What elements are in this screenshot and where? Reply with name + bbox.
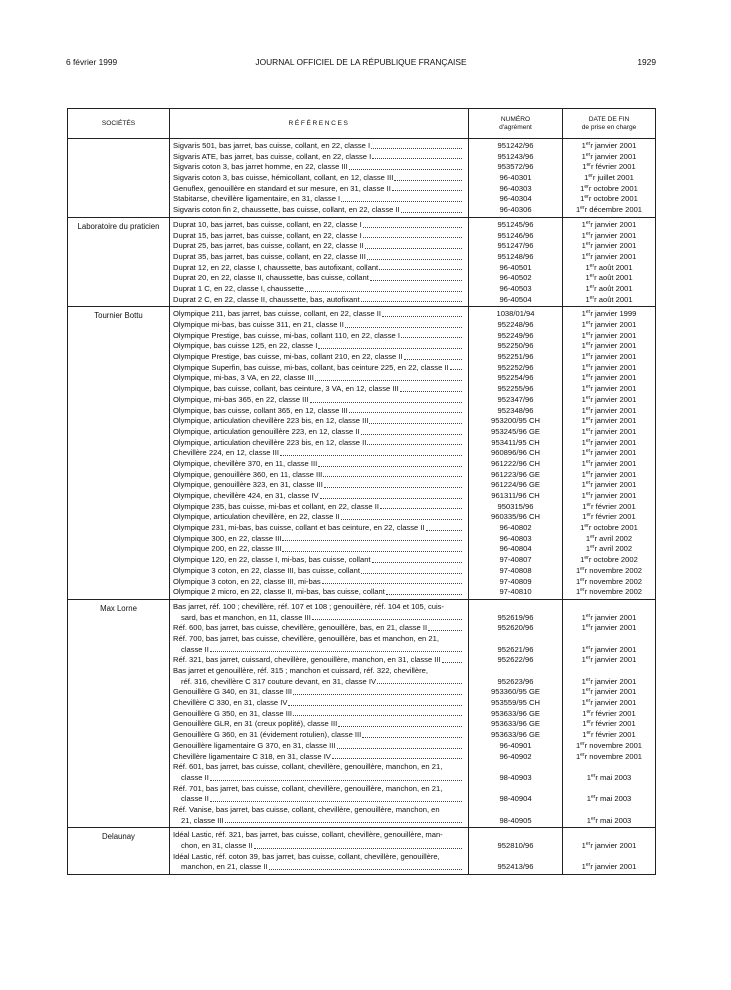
- dot-leader: [426, 523, 462, 531]
- numero-agrement: 952413/96: [497, 862, 534, 872]
- numero-agrement: 1038/01/94: [496, 309, 535, 319]
- date-fin: 1err novembre 2002: [575, 587, 643, 597]
- date-fin: 1err janvier 2001: [581, 491, 637, 500]
- dot-leader: [428, 623, 462, 631]
- reference-line: Réf. 601, bas jarret, bas cuisse, collant, chevillère, genouillère, manchon, en 21,: [173, 762, 443, 772]
- date-cell: [563, 828, 656, 875]
- reference-line: classe II: [170, 645, 468, 656]
- numero-agrement: 96-40802: [499, 523, 532, 533]
- dot-leader: [371, 141, 462, 149]
- numero-agrement: 950315/96: [497, 501, 534, 511]
- reference-line: Olympique, articulation genouillère 223, en 12, classe II: [170, 427, 468, 438]
- numero-agrement: 951246/96: [497, 230, 534, 240]
- date-fin: 1err janvier 2001: [581, 241, 637, 251]
- numero-agrement: 953411/95 CH: [491, 437, 540, 447]
- table-group: [68, 217, 656, 307]
- reference-line: Genouillère G 350, en 31, classe III: [170, 709, 468, 720]
- date-fin: 1err juillet 2001: [584, 173, 634, 183]
- numero-agrement: 98-40903: [499, 772, 532, 782]
- reference-line: Olympique Prestige, bas cuisse, mi-bas, collant 110, en 22, classe I: [170, 331, 468, 342]
- reference-line: Olympique, chevillère 370, en 11, classe III: [170, 459, 468, 470]
- dot-leader: [282, 544, 462, 552]
- dot-leader: [320, 491, 462, 499]
- reference-line: Genouillère G 360, en 31 (évidement rotulien), classe III: [170, 730, 468, 741]
- date-fin: 1err janvier 2001: [581, 676, 637, 686]
- reference-line: réf. 316, chevillère C 317 couture devant, en 31, classe IV: [170, 677, 468, 688]
- date-fin: 1err février 2001: [582, 512, 636, 522]
- numero-agrement: 96-40303: [499, 183, 532, 193]
- reference-line: chon, en 31, classe II: [170, 841, 468, 852]
- reference-line: Olympique, articulation chevillère 223 bis, en 12, classe III: [170, 416, 468, 427]
- table-group: [68, 307, 656, 600]
- date-fin: 1err août 2001: [585, 294, 633, 304]
- numero-agrement: 98-40905: [499, 815, 532, 825]
- numero-agrement: 961311/96 CH: [491, 491, 540, 500]
- dot-leader: [280, 448, 462, 456]
- reference-line: Chevillère 224, en 12, classe III: [170, 448, 468, 459]
- date-fin: 1err janvier 2001: [581, 330, 637, 340]
- date-fin: 1err février 2001: [582, 501, 636, 511]
- reference-line: Chevillère C 330, en 31, classe IV: [170, 698, 468, 709]
- dot-leader: [341, 512, 462, 520]
- numero-agrement: 951245/96: [497, 219, 534, 229]
- reference-line: Olympique, chevillère 424, en 31, classe IV: [170, 491, 468, 502]
- date-cell: [563, 599, 656, 827]
- dot-leader: [318, 459, 462, 467]
- reference-line: Olympique Superfin, bas cuisse, mi-bas, collant, bas ceinture 225, en 22, classe II: [170, 363, 468, 374]
- dot-leader: [305, 284, 462, 292]
- col-header-numero: NUMÉRO d'agrément: [469, 109, 563, 139]
- date-fin: 1err octobre 2001: [580, 523, 638, 533]
- dot-leader: [282, 534, 462, 542]
- reference-line: 21, classe III: [170, 816, 468, 827]
- dot-leader: [363, 231, 462, 239]
- numero-agrement: 960335/96 CH: [491, 512, 540, 522]
- dot-leader: [254, 841, 462, 849]
- date-fin: 1err janvier 2001: [581, 448, 637, 458]
- reference-line: Duprat 1 C, en 22, classe I, chaussette: [170, 284, 468, 295]
- numero-agrement: 952249/96: [497, 330, 534, 340]
- date-fin: 1err janvier 2001: [581, 405, 637, 415]
- numero-agrement: 96-40804: [499, 544, 532, 554]
- reference-line: Bas jarret, réf. 100 ; chevillère, réf. 107 et 108 ; genouillère, réf. 104 et 105, cuis-: [173, 601, 444, 611]
- numero-agrement: 952619/96: [497, 612, 534, 622]
- reference-line: Idéal Lastic, réf. 321, bas jarret, bas cuisse, collant, chevillère, genouillère, man-: [173, 830, 443, 840]
- date-fin: 1err janvier 2001: [581, 230, 637, 240]
- dot-leader: [349, 406, 462, 414]
- reference-line: Olympique 200, en 22, classe III: [170, 544, 468, 555]
- reference-line: Réf. 700, bas jarret, bas cuisse, chevillère, genouillère, bas et manchon, en 21,: [173, 633, 439, 643]
- references-cell: [170, 828, 469, 875]
- reference-line: Duprat 20, en 22, classe II, chaussette, bas cuisse, collant: [170, 273, 468, 284]
- date-fin: 1err janvier 2001: [581, 151, 637, 161]
- dot-leader: [442, 655, 462, 663]
- numero-agrement: 953633/96 GE: [491, 719, 540, 729]
- date-cell: [563, 139, 656, 218]
- reference-line: Genouillère G 340, en 31, classe III: [170, 687, 468, 698]
- numero-agrement: 953633/96 GE: [491, 708, 540, 718]
- reference-line: Réf. Vanise, bas jarret, bas cuisse, collant, chevillère, genouillère, manchon, en: [173, 804, 440, 814]
- date-fin: 1err janvier 2001: [581, 416, 637, 426]
- dot-leader: [349, 162, 462, 170]
- numero-agrement: 96-40304: [499, 194, 532, 204]
- dot-leader: [337, 741, 462, 749]
- reference-line: Duprat 12, en 22, classe I, chaussette, bas autofixant, collant: [170, 263, 468, 274]
- date-fin: 1err janvier 2001: [581, 644, 637, 654]
- reference-line: Genouillère ligamentaire G 370, en 31, classe III: [170, 741, 468, 752]
- societe-name: Laboratoire du praticien: [68, 217, 170, 307]
- date-fin: 1err janvier 2001: [581, 251, 637, 261]
- reference-line: Duprat 2 C, en 22, classe II, chaussette, bas, autofixant: [170, 295, 468, 306]
- date-fin: 1err février 2001: [582, 162, 636, 172]
- reference-line: Olympique 3 coton, en 22, classe III, bas cuisse, collant: [170, 566, 468, 577]
- dot-leader: [382, 309, 462, 317]
- societe-name: [68, 139, 170, 218]
- date-fin: 1err janvier 2001: [581, 341, 637, 351]
- reference-line: Genouillère GLR, en 31 (creux poplité), classe III: [170, 719, 468, 730]
- reference-line: Genuflex, genouillère en standard et sur mesure, en 31, classe II: [170, 184, 468, 195]
- reference-line: Duprat 15, bas jarret, bas cuisse, collant, en 22, classe I: [170, 231, 468, 242]
- reference-line: classe II: [170, 773, 468, 784]
- reference-line: Chevillère ligamentaire C 318, en 31, classe IV: [170, 752, 468, 763]
- references-cell: [170, 307, 469, 600]
- reference-line: Sigvaris coton 3, bas cuisse, hémicollant, collant, en 12, classe III: [170, 173, 468, 184]
- reference-line: Olympique 2 micro, en 22, classe II, mi-bas, bas cuisse, collant: [170, 587, 468, 598]
- numero-agrement: 96-40503: [499, 283, 532, 293]
- header-date: 6 février 1999: [66, 57, 118, 67]
- date-fin: 1err février 2001: [582, 708, 636, 718]
- reference-line: Olympique, mi-bas 365, en 22, classe III: [170, 395, 468, 406]
- agrement-table: [67, 108, 656, 875]
- dot-leader: [401, 331, 462, 339]
- dot-leader: [394, 173, 462, 181]
- date-fin: 1err janvier 2001: [581, 426, 637, 436]
- dot-leader: [293, 687, 462, 695]
- numero-agrement: 952347/96: [497, 394, 534, 404]
- dot-leader: [293, 709, 462, 717]
- reference-line: Olympique 231, mi-bas, bas cuisse, collant et bas ceinture, en 22, classe II: [170, 523, 468, 534]
- table-header-row: [68, 109, 656, 139]
- numero-agrement: 952248/96: [497, 320, 534, 329]
- reference-line: Duprat 10, bas jarret, bas cuisse, collant, en 22, classe I: [170, 220, 468, 231]
- table-body: [68, 139, 656, 875]
- dot-leader: [392, 184, 462, 192]
- numero-agrement: 96-40502: [499, 273, 532, 283]
- date-fin: 1err avril 2002: [585, 544, 633, 554]
- dot-leader: [312, 613, 462, 621]
- dot-leader: [400, 384, 462, 392]
- numero-agrement: 97-40810: [499, 587, 532, 597]
- dot-leader: [324, 480, 462, 488]
- dot-leader: [225, 816, 462, 824]
- reference-line: Sigvaris coton 3, bas jarret homme, en 22, classe III: [170, 162, 468, 173]
- reference-line: Olympique, mi-bas, 3 VA, en 22, classe III: [170, 373, 468, 384]
- dot-leader: [210, 794, 462, 802]
- date-fin: 1err août 2001: [585, 283, 633, 293]
- societe-name: Delaunay: [68, 828, 170, 875]
- dot-leader: [361, 566, 462, 574]
- numero-agrement: 953200/95 CH: [491, 416, 540, 426]
- date-fin: 1err novembre 2001: [575, 751, 643, 761]
- dot-leader: [369, 416, 462, 424]
- date-fin: 1err janvier 1999: [581, 309, 637, 319]
- table-group: [68, 599, 656, 827]
- numero-agrement: 96-40901: [499, 740, 532, 750]
- numero-cell: [469, 217, 563, 307]
- date-fin: 1err avril 2002: [585, 533, 633, 543]
- header-page-number: 1929: [637, 57, 656, 67]
- numero-agrement: 98-40904: [499, 794, 532, 804]
- numero-agrement: 96-40803: [499, 533, 532, 543]
- date-fin: 1err février 2001: [582, 730, 636, 740]
- date-fin: 1err janvier 2001: [581, 687, 637, 697]
- reference-line: Sigvaris 501, bas jarret, bas cuisse, collant, en 22, classe I: [170, 141, 468, 152]
- numero-agrement: 96-40501: [499, 262, 532, 272]
- date-fin: 1err novembre 2002: [575, 576, 643, 586]
- date-fin: 1err octobre 2001: [580, 194, 638, 204]
- date-fin: 1err janvier 2001: [581, 394, 637, 404]
- reference-line: Stabitarse, chevillère ligamentaire, en 31, classe I: [170, 194, 468, 205]
- reference-line: Olympique, articulation chevillère 223 bis, en 12, classe II: [170, 438, 468, 449]
- date-fin: 1err janvier 2001: [581, 469, 637, 479]
- reference-line: Olympique Prestige, bas cuisse, mi-bas, collant 210, en 22, classe II: [170, 352, 468, 363]
- reference-line: Olympique 235, bas cuisse, mi-bas et collant, en 22, classe II: [170, 502, 468, 513]
- dot-leader: [372, 152, 462, 160]
- reference-line: Olympique, bas cuisse, collant, bas ceinture, 3 VA, en 12, classe III: [170, 384, 468, 395]
- reference-line: Idéal Lastic, réf. coton 39, bas jarret, bas cuisse, collant, chevillère, genouillère,: [173, 851, 440, 861]
- dot-leader: [361, 295, 462, 303]
- date-fin: 1err janvier 2001: [581, 612, 637, 622]
- reference-line: Duprat 35, bas jarret, bas cuisse, collant, en 22, classe III: [170, 252, 468, 263]
- dot-leader: [372, 555, 462, 563]
- date-fin: 1err février 2001: [582, 719, 636, 729]
- reference-line: sard, bas et manchon, en 11, classe III: [170, 613, 468, 624]
- date-fin: 1err janvier 2001: [581, 458, 637, 468]
- numero-agrement: 97-40807: [499, 555, 532, 565]
- reference-line: Réf. 701, bas jarret, bas cuisse, collant, chevillère, genouillère, manchon, en 21,: [173, 783, 443, 793]
- dot-leader: [365, 241, 462, 249]
- dot-leader: [323, 470, 462, 478]
- date-fin: 1err janvier 2001: [581, 437, 637, 447]
- date-fin: 1err mai 2003: [586, 794, 632, 804]
- numero-agrement: 951248/96: [497, 251, 534, 261]
- date-fin: 1err janvier 2001: [581, 862, 637, 872]
- col-header-societes: SOCIÉTÉS: [68, 109, 170, 139]
- reference-line: classe II: [170, 794, 468, 805]
- numero-agrement: 952255/96: [497, 384, 534, 394]
- reference-line: Olympique 211, bas jarret, bas cuisse, collant, en 22, classe II: [170, 309, 468, 320]
- date-fin: 1err août 2001: [585, 273, 633, 283]
- date-fin: 1err mai 2003: [586, 772, 632, 782]
- reference-line: Olympique, genouillère 360, en 11, classe III: [170, 470, 468, 481]
- reference-line: Olympique, genouillère 323, en 31, classe III: [170, 480, 468, 491]
- numero-agrement: 961222/96 CH: [491, 458, 540, 468]
- dot-leader: [288, 698, 462, 706]
- dot-leader: [361, 427, 462, 435]
- date-fin: 1err janvier 2001: [581, 373, 637, 383]
- numero-agrement: 961224/96 GE: [491, 480, 540, 490]
- numero-cell: [469, 828, 563, 875]
- date-fin: 1err août 2001: [585, 262, 633, 272]
- numero-agrement: 96-40902: [499, 751, 532, 761]
- dot-leader: [322, 577, 462, 585]
- numero-agrement: 953559/95 CH: [491, 698, 540, 708]
- dot-leader: [386, 587, 462, 595]
- date-fin: 1err novembre 2002: [575, 565, 643, 575]
- reference-line: Réf. 600, bas jarret, bas cuisse, chevillère, genouillère, bas, en 21, classe II: [170, 623, 468, 634]
- table-group: [68, 139, 656, 218]
- date-cell: [563, 307, 656, 600]
- numero-agrement: 951247/96: [497, 241, 534, 251]
- numero-agrement: 952254/96: [497, 373, 534, 383]
- date-fin: 1err mai 2003: [586, 815, 632, 825]
- date-fin: 1err janvier 2001: [581, 698, 637, 708]
- dot-leader: [310, 395, 463, 403]
- date-fin: 1err janvier 2001: [581, 352, 637, 362]
- dot-leader: [318, 341, 462, 349]
- dot-leader: [363, 220, 462, 228]
- references-cell: [170, 599, 469, 827]
- numero-agrement: 952622/96: [497, 655, 534, 665]
- reference-line: Duprat 25, bas jarret, bas cuisse, collant, en 22, classe II: [170, 241, 468, 252]
- reference-line: Olympique mi-bas, bas cuisse 311, en 21, classe II: [170, 320, 468, 331]
- references-cell: [170, 217, 469, 307]
- numero-agrement: 952623/96: [497, 676, 534, 686]
- numero-cell: [469, 139, 563, 218]
- societe-name: Max Lorne: [68, 599, 170, 827]
- date-fin: 1err janvier 2001: [581, 141, 637, 150]
- references-cell: [170, 139, 469, 218]
- date-fin: 1err janvier 2001: [581, 384, 637, 394]
- numero-agrement: 951242/96: [497, 141, 534, 150]
- numero-cell: [469, 599, 563, 827]
- dot-leader: [269, 862, 462, 870]
- table-group: [68, 828, 656, 875]
- dot-leader: [377, 677, 462, 685]
- dot-leader: [380, 502, 462, 510]
- numero-agrement: 961223/96 GE: [491, 469, 540, 479]
- reference-line: manchon, en 21, classe II: [170, 862, 468, 873]
- reference-line: Sigvaris ATE, bas jarret, bas cuisse, collant, en 22, classe I: [170, 152, 468, 163]
- date-fin: 1err octobre 2002: [580, 555, 638, 565]
- numero-agrement: 96-40301: [499, 173, 532, 183]
- col-header-references: RÉFÉRENCES: [170, 109, 469, 139]
- dot-leader: [367, 438, 462, 446]
- numero-agrement: 952810/96: [497, 841, 534, 850]
- dot-leader: [367, 252, 462, 260]
- numero-agrement: 97-40809: [499, 576, 532, 586]
- dot-leader: [210, 645, 462, 653]
- numero-agrement: 952620/96: [497, 623, 534, 633]
- dot-leader: [338, 719, 462, 727]
- numero-cell: [469, 307, 563, 600]
- date-fin: 1err décembre 2001: [575, 205, 643, 215]
- numero-agrement: 953633/96 GE: [491, 730, 540, 740]
- col-header-date: DATE DE FIN de prise en charge: [563, 109, 656, 139]
- dot-leader: [401, 205, 462, 213]
- numero-agrement: 952252/96: [497, 362, 534, 372]
- reference-line: Olympique, bas cuisse 125, en 22, classe I: [170, 341, 468, 352]
- reference-line: Réf. 321, bas jarret, cuissard, chevillère, genouillère, manchon, en 31, classe III: [170, 655, 468, 666]
- numero-agrement: 96-40306: [499, 205, 532, 215]
- numero-agrement: 96-40504: [499, 294, 532, 304]
- reference-line: Olympique, articulation chevillère, en 22, classe II: [170, 512, 468, 523]
- dot-leader: [332, 752, 462, 760]
- dot-leader: [210, 773, 462, 781]
- numero-agrement: 951243/96: [497, 151, 534, 161]
- date-fin: 1err janvier 2001: [581, 623, 637, 633]
- numero-agrement: 960896/96 CH: [491, 448, 540, 458]
- date-fin: 1err janvier 2001: [581, 480, 637, 490]
- date-fin: 1err janvier 2001: [581, 841, 637, 850]
- date-fin: 1err novembre 2001: [575, 740, 643, 750]
- dot-leader: [450, 363, 462, 371]
- dot-leader: [370, 273, 462, 281]
- dot-leader: [341, 194, 462, 202]
- dot-leader: [345, 320, 462, 328]
- date-fin: 1err janvier 2001: [581, 320, 637, 329]
- reference-line: Bas jarret et genouillère, réf. 315 ; manchon et cuissard, réf. 322, chevillère,: [173, 666, 428, 675]
- numero-agrement: 952348/96: [497, 405, 534, 415]
- header-journal: JOURNAL OFFICIEL DE LA RÉPUBLIQUE FRANÇAISE: [255, 57, 467, 67]
- page-header: [66, 57, 656, 71]
- societe-name: Tournier Bottu: [68, 307, 170, 600]
- date-fin: 1err janvier 2001: [581, 362, 637, 372]
- date-cell: [563, 217, 656, 307]
- dot-leader: [379, 263, 462, 271]
- numero-agrement: 97-40808: [499, 565, 532, 575]
- reference-line: Olympique 300, en 22, classe III: [170, 534, 468, 545]
- numero-agrement: 952251/96: [497, 352, 534, 362]
- date-fin: 1err janvier 2001: [581, 655, 637, 665]
- numero-agrement: 952621/96: [497, 644, 534, 654]
- dot-leader: [362, 730, 462, 738]
- numero-agrement: 953360/95 GE: [491, 687, 540, 697]
- reference-line: Sigvaris coton fin 2, chaussette, bas cuisse, collant, en 22, classe II: [170, 205, 468, 216]
- reference-line: Olympique 3 coton, en 22, classe III, mi-bas: [170, 577, 468, 588]
- numero-agrement: 953245/96 GE: [491, 426, 540, 436]
- reference-line: Olympique 120, en 22, classe I, mi-bas, bas cuisse, collant: [170, 555, 468, 566]
- numero-agrement: 952250/96: [497, 341, 534, 351]
- date-fin: 1err octobre 2001: [580, 183, 638, 193]
- dot-leader: [404, 352, 462, 360]
- reference-line: Olympique, bas cuisse, collant 365, en 12, classe III: [170, 406, 468, 417]
- dot-leader: [315, 373, 462, 381]
- numero-agrement: 953572/96: [497, 162, 534, 172]
- date-fin: 1err janvier 2001: [581, 219, 637, 229]
